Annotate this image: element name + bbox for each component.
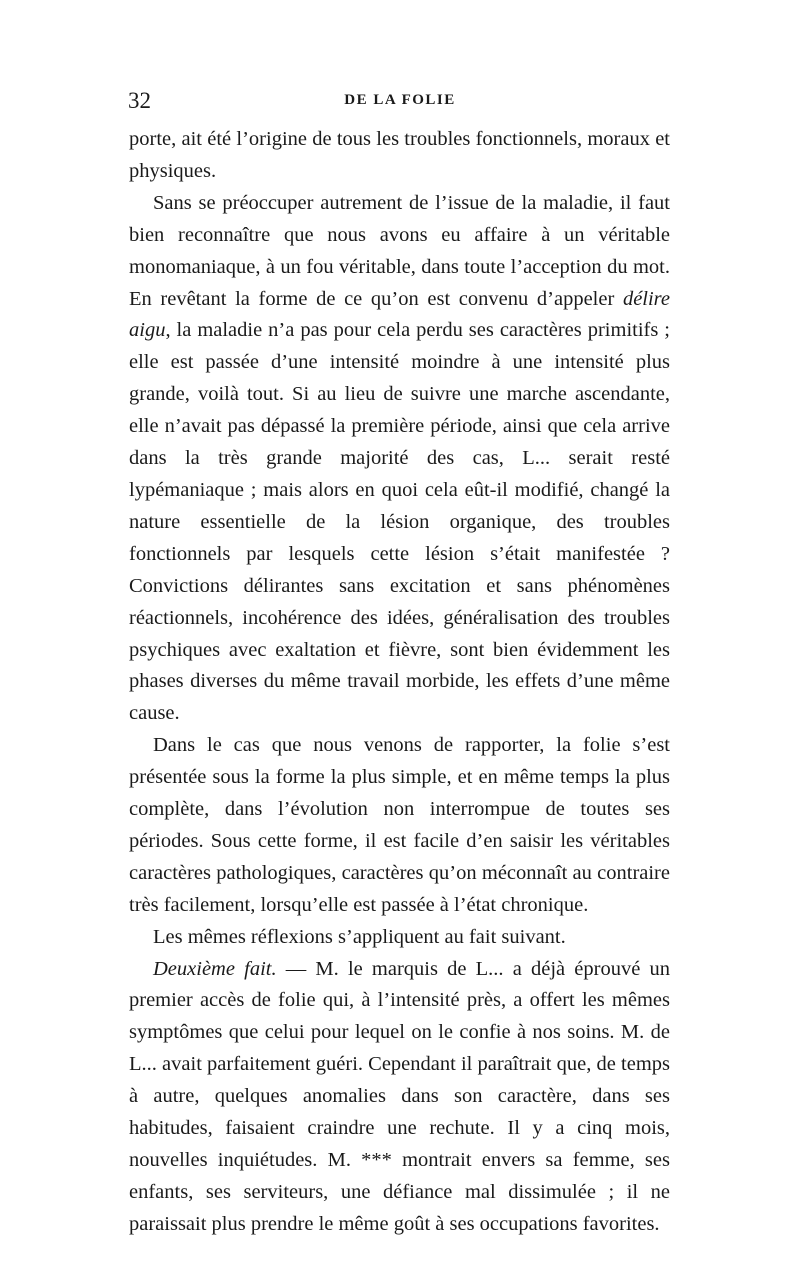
- text-run: Sans se préoccuper autrement de l’issue de la maladie, il faut bien reconnaître que nous avons eu affaire à un véritable monomaniaque, à un fou véritable, dans toute l’acception du mot. En revêtant la forme de ce qu’on est convenu d’appeler: [129, 191, 670, 310]
- paragraph: [129, 188, 670, 730]
- text-run: Dans le cas que nous venons de rapporter, la folie s’est présentée sous la forme la plus simple, et en même temps la plus complète, dans l’évolution non interrompue de toutes ses périodes. Sous cette forme, il est facile d’en saisir les véritables caractères pathologiques, caractères qu’on méconnaît au contraire très facilement, lorsqu’elle est passée à l’état chronique.: [129, 734, 670, 916]
- text-run: — M. le marquis de L... a déjà éprouvé un premier accès de folie qui, à l’intensité près, a offert les mêmes symptômes que celui pour lequel on le confie à nos soins. M. de L... avait parfaitement guéri. Cependant il paraîtrait que, de temps à autre, quelques anomalies dans son caractère, dans ses habitudes, faisaient craindre une rechute. Il y a cinq mois, nouvelles inquiétudes. M. *** montrait envers sa femme, ses enfants, ses serviteurs, une défiance mal dissimulée ; il ne paraissait plus prendre le même goût à ses occupations favorites.: [129, 957, 670, 1235]
- paragraph: [129, 922, 670, 954]
- paragraph: [129, 954, 670, 1241]
- paragraph: [129, 730, 670, 921]
- page-header: [128, 88, 672, 118]
- text-run: , la maladie n’a pas pour cela perdu ses caractères primitifs ; elle est passée d’une intensité moindre à une intensité plus grande, voilà tout. Si au lieu de suivre une marche ascendante, elle n’avait pas dépassé la première période, ainsi que cela arrive dans la très grande majorité des cas, L... serait resté lypémaniaque ; mais alors en quoi cela eût-il modifié, changé la nature essentielle de la lésion organique, des troubles fonctionnels par lesquels cette lésion s’était manifestée ? Convictions délirantes sans excitation et sans phénomènes réactionnels, incohérence des idées, généralisation des troubles psychiques avec exaltation et fièvre, sont bien évidemment les phases diverses du même travail morbide, les effets d’une même cause.: [129, 319, 670, 725]
- italic-text: Deuxième fait.: [153, 957, 277, 980]
- text-run: Les mêmes réflexions s’appliquent au fait suivant.: [153, 925, 566, 948]
- text-run: porte, ait été l’origine de tous les troubles fonctionnels, moraux et physiques.: [129, 128, 670, 182]
- italic-text: délire aigu: [129, 287, 670, 342]
- paragraph: [129, 124, 670, 188]
- running-title: DE LA FOLIE: [344, 92, 456, 108]
- page-number: 32: [128, 88, 151, 113]
- body-text: [129, 124, 670, 1241]
